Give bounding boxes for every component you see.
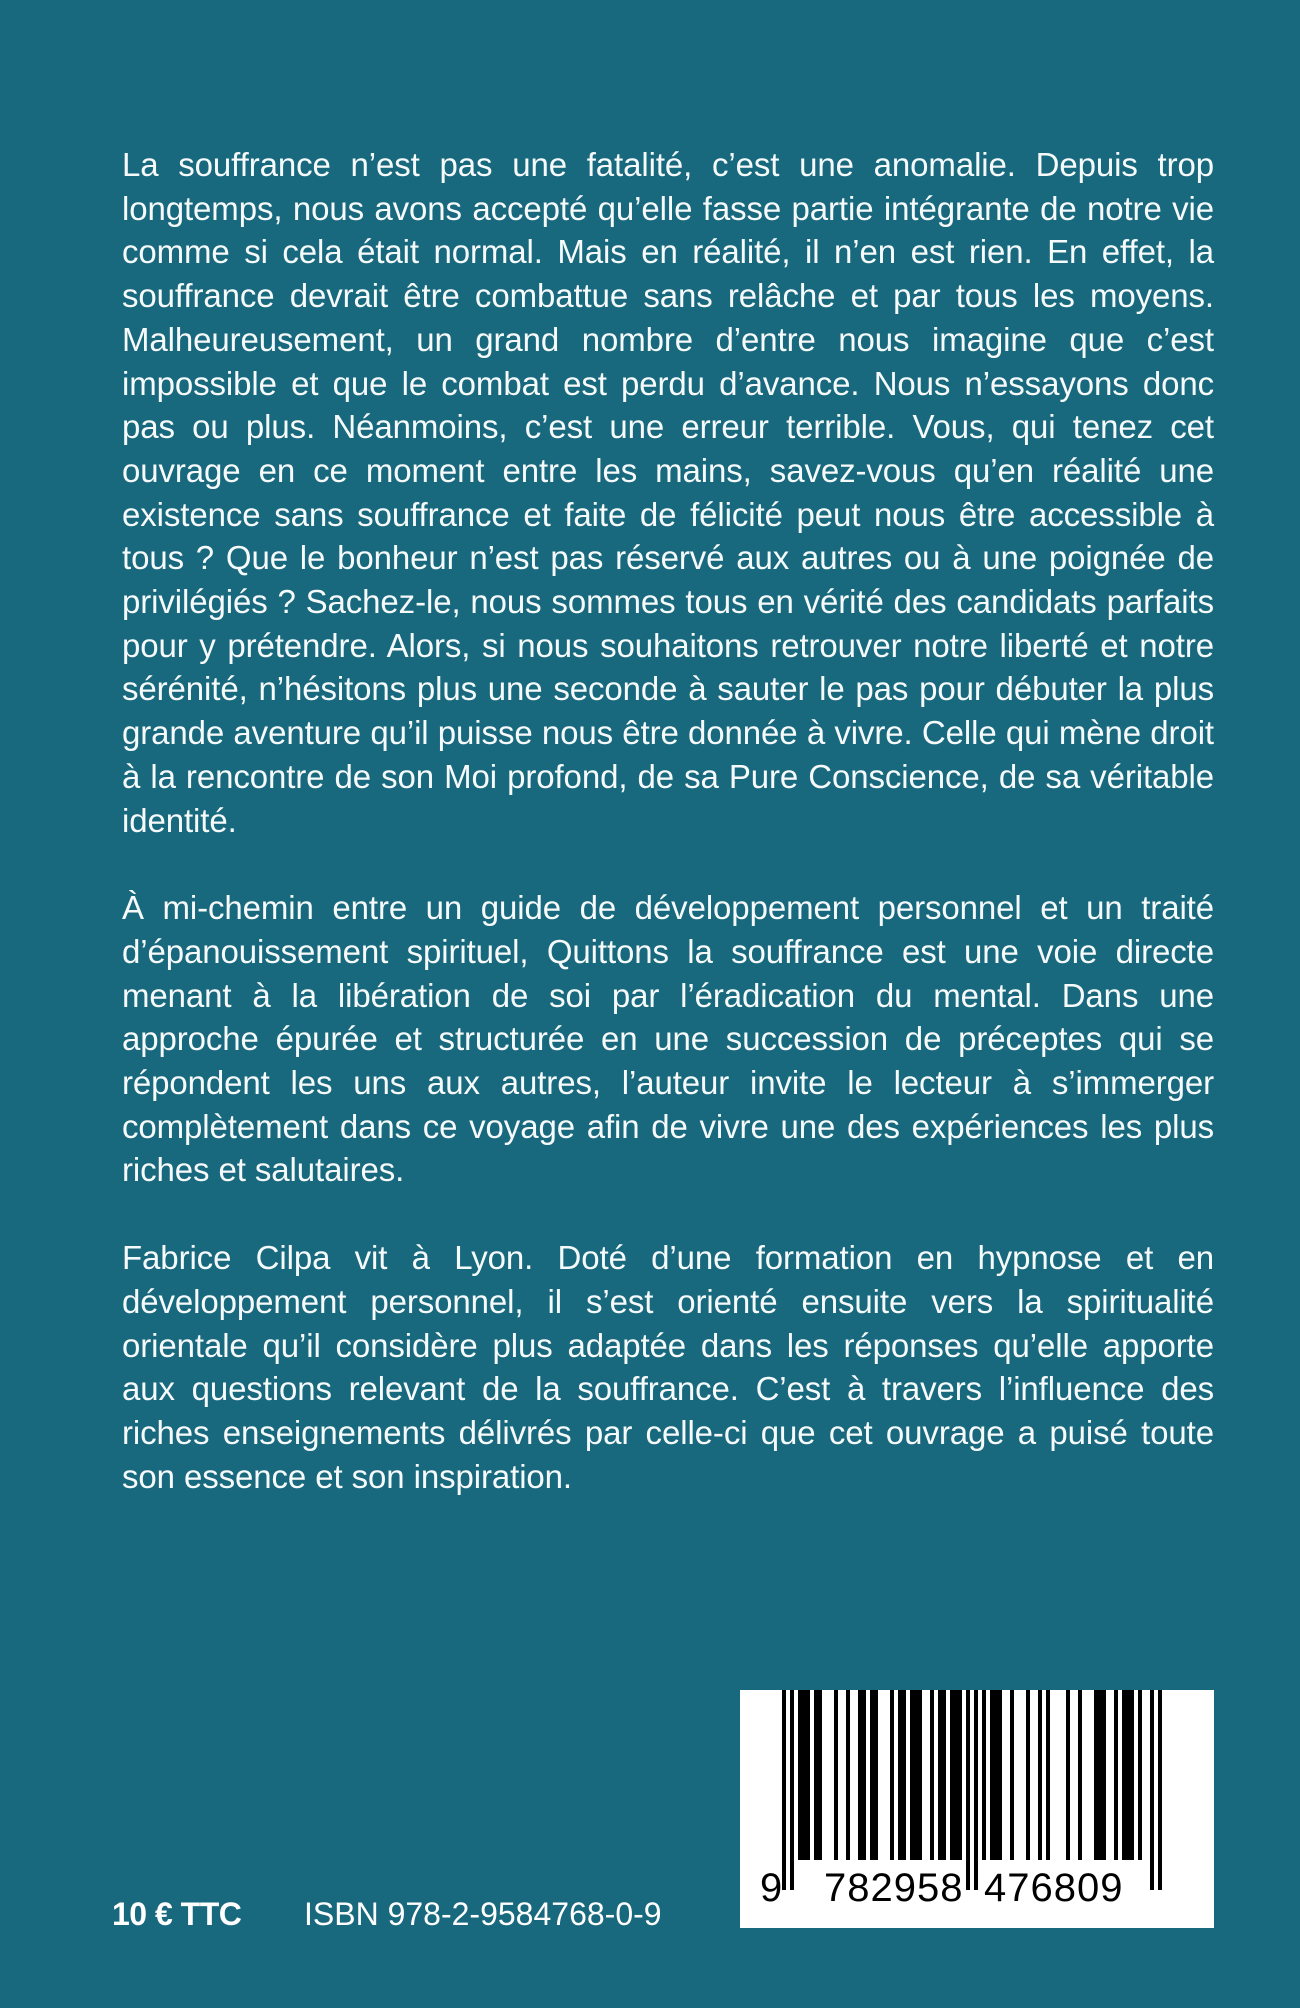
- barcode-bar: [898, 1690, 902, 1860]
- barcode-bar: [1078, 1690, 1082, 1860]
- barcode-bar: [890, 1690, 894, 1860]
- barcode-bar: [914, 1690, 918, 1860]
- barcode-bar: [1122, 1690, 1126, 1860]
- barcode-bar: [998, 1690, 1002, 1860]
- barcode-bar: [974, 1690, 978, 1890]
- barcode-bar: [930, 1690, 934, 1860]
- barcode-bar: [1026, 1690, 1030, 1860]
- blurb: [122, 143, 1214, 1498]
- barcode-bar: [874, 1690, 878, 1860]
- barcode-bar: [1066, 1690, 1070, 1860]
- barcode-bar: [966, 1690, 970, 1890]
- isbn-label: ISBN 978-2-9584768-0-9: [304, 1896, 662, 1932]
- footer: [112, 1896, 662, 1933]
- barcode-bar: [1094, 1690, 1098, 1860]
- barcode-bar: [790, 1690, 794, 1890]
- paragraph-intro: La souffrance n’est pas une fatalité, c’est une anomalie. Depuis trop longtemps, nous avons accepté qu’elle fasse partie intégrante de notre vie comme si cela était normal. Mais en réalité, il n’en est rien. En effet, la souffrance devrait être combattue sans relâche et par tous les moyens. Malheureusement, un grand nombre d’entre nous imagine que c’est impossible et que le combat est perdu d’avance. Nous n’essayons donc pas ou plus. Néanmoins, c’est une erreur terrible. Vous, qui tenez cet ouvrage en ce moment entre les mains, savez-vous qu’en réalité une existence sans souffrance et faite de félicité peut nous être accessible à tous ? Que le bonheur n’est pas réservé aux autres ou à une poignée de privilégiés ? Sachez-le, nous sommes tous en vérité des candidats parfaits pour y prétendre. Alors, si nous souhaitons retrouver notre liberté et notre sérénité, n’hésitons plus une seconde à sauter le pas pour débuter la plus grande aventure qu’il puisse nous être donnée à vivre. Celle qui mène droit à la rencontre de son Moi profond, de sa Pure Conscience, de sa véritable identité.: [122, 146, 1214, 839]
- barcode-bar: [910, 1690, 914, 1860]
- barcode-bar: [798, 1690, 802, 1860]
- barcode-bar: [846, 1690, 850, 1860]
- barcode-bar: [806, 1690, 810, 1860]
- barcode-bar: [1098, 1690, 1102, 1860]
- barcode-bar: [918, 1690, 922, 1860]
- paragraph-author-bio: Fabrice Cilpa vit à Lyon. Doté d’une formation en hypnose et en développement personnel, il s’est orienté ensuite vers la spiritualité orientale qu’il considère plus adaptée dans les réponses qu’elle apporte aux questions relevant de la souffrance. C’est à travers l’influence des riches enseignements délivrés par celle-ci que cet ouvrage a puisé toute son essence et son inspiration.: [122, 1239, 1214, 1495]
- barcode-bar: [1102, 1690, 1106, 1860]
- barcode-bar: [870, 1690, 874, 1860]
- barcode-bar: [1158, 1690, 1162, 1890]
- barcode-bar: [782, 1690, 786, 1890]
- barcode-bar: [954, 1690, 958, 1860]
- barcode-bar: [902, 1690, 906, 1860]
- paragraph-summary: À mi-chemin entre un guide de développement personnel et un traité d’épanouissement spirituel, Quittons la souffrance est une voie directe menant à la libération de soi par l’éradication du mental. Dans une approche épurée et structurée en une succession de préceptes qui se répondent les uns aux autres, l’auteur invite le lecteur à s’immerger complètement dans ce voyage afin de vivre une des expériences les plus riches et salutaires.: [122, 889, 1214, 1189]
- barcode-bar: [1138, 1690, 1142, 1860]
- barcode-bar: [818, 1690, 822, 1860]
- barcode-bar: [938, 1690, 942, 1860]
- barcode-bar: [950, 1690, 954, 1860]
- barcode-bar: [1150, 1690, 1154, 1890]
- barcode-bar: [814, 1690, 818, 1860]
- barcode-bar: [802, 1690, 806, 1860]
- barcode-bar: [1130, 1690, 1134, 1860]
- barcode-first-digit: 9: [760, 1866, 784, 1910]
- barcode-bar: [982, 1690, 986, 1860]
- barcode-bars: [740, 1690, 1214, 1928]
- barcode-bar: [1126, 1690, 1130, 1860]
- barcode-bar: [994, 1690, 998, 1860]
- barcode-bar: [990, 1690, 994, 1860]
- barcode-left-digits: 782958: [824, 1866, 964, 1910]
- barcode-bar: [942, 1690, 946, 1860]
- barcode-bar: [834, 1690, 838, 1860]
- barcode-bar: [862, 1690, 866, 1860]
- barcode-bar: [958, 1690, 962, 1860]
- barcode-bar: [1114, 1690, 1118, 1860]
- barcode-bar: [1046, 1690, 1050, 1860]
- barcode: [740, 1690, 1214, 1928]
- price-label: 10 € TTC: [112, 1896, 242, 1932]
- barcode-bar: [858, 1690, 862, 1860]
- barcode-bar: [1010, 1690, 1014, 1860]
- barcode-right-digits: 476809: [984, 1866, 1124, 1910]
- barcode-bar: [1038, 1690, 1042, 1860]
